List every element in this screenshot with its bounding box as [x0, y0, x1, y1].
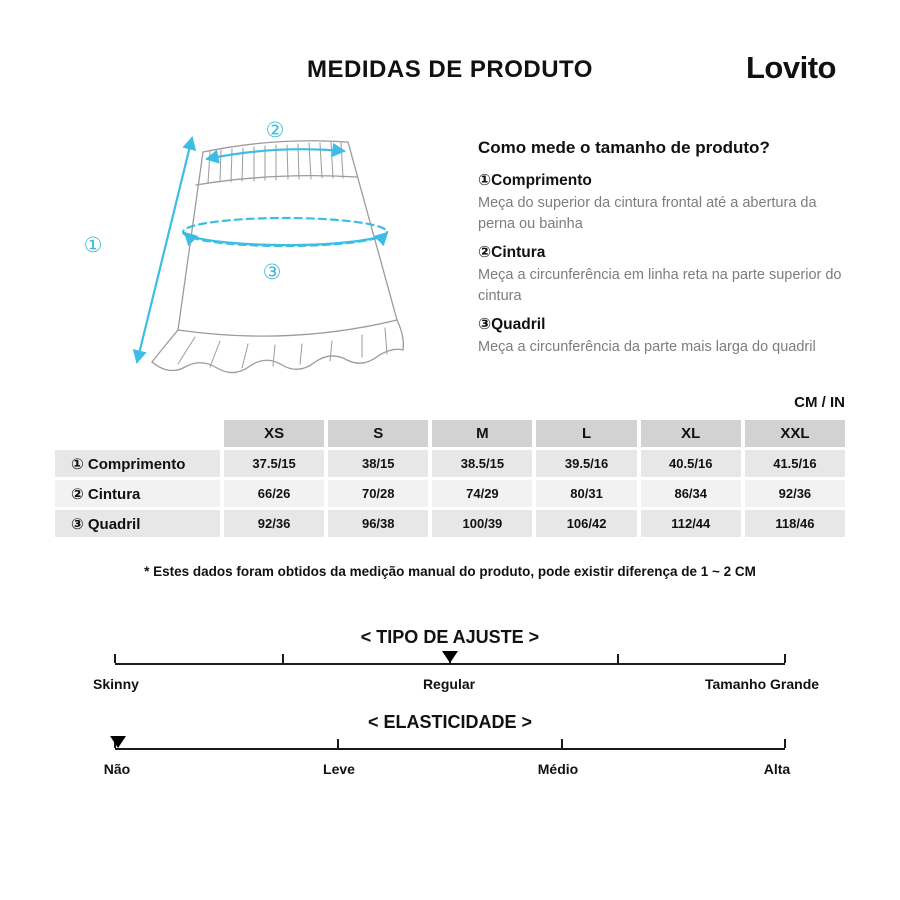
size-col-header: L	[536, 420, 636, 447]
units-label: CM / IN	[794, 394, 845, 411]
table-cell: 96/38	[328, 510, 428, 537]
elasticity-scale-marker	[110, 736, 126, 748]
measurement-disclaimer: * Estes dados foram obtidos da medição manual do produto, pode existir diferença de 1 ~ 2 CM	[144, 564, 756, 579]
fit-label-skinny: Skinny	[93, 676, 139, 692]
skirt-outline	[152, 141, 403, 373]
table-cell: 92/36	[745, 480, 845, 507]
table-cell: 118/46	[745, 510, 845, 537]
fit-label-large: Tamanho Grande	[704, 676, 820, 692]
guide-item-length-desc: Meça do superior da cintura frontal até a abertura da perna ou bainha	[478, 195, 817, 233]
guide-heading: Como mede o tamanho de produto?	[478, 138, 770, 157]
page-title: MEDIDAS DE PRODUTO	[307, 56, 593, 83]
guide-item-waist-desc: Meça a circunferência em linha reta na parte superior do cintura	[478, 266, 842, 305]
table-cell: 38.5/15	[432, 450, 532, 477]
fit-scale-tick	[114, 654, 116, 663]
size-table	[55, 420, 845, 537]
size-col-header: S	[328, 420, 428, 447]
row-label-waist: ② Cintura	[55, 480, 220, 507]
guide-item-hip-desc: Meça a circunferência da parte mais larga do quadril	[478, 338, 816, 355]
elasticity-label-medium: Médio	[537, 761, 579, 777]
guide-item-waist-label: ②Cintura	[478, 243, 546, 261]
row-label-hip: ③ Quadril	[55, 510, 220, 537]
table-cell: 38/15	[328, 450, 428, 477]
fit-scale-tick	[617, 654, 619, 663]
elasticity-scale-tick	[337, 739, 339, 748]
fit-scale-tick	[282, 654, 284, 663]
table-cell: 112/44	[641, 510, 741, 537]
table-cell: 39.5/16	[536, 450, 636, 477]
diagram-marker-3: ③	[262, 260, 282, 284]
diagram-marker-1: ①	[83, 233, 103, 257]
table-cell: 74/29	[432, 480, 532, 507]
table-cell: 40.5/16	[641, 450, 741, 477]
guide-item-length-label: ①Comprimento	[478, 172, 592, 189]
diagram-marker-2: ②	[265, 118, 285, 142]
fit-label-regular: Regular	[422, 676, 476, 692]
table-cell: 80/31	[536, 480, 636, 507]
fit-scale-title: < TIPO DE AJUSTE >	[360, 627, 540, 647]
elasticity-scale-tick	[784, 739, 786, 748]
size-table-corner-cell	[55, 420, 220, 447]
elasticity-label-high: Alta	[763, 761, 791, 777]
skirt-diagram	[70, 105, 430, 405]
fit-scale-tick	[784, 654, 786, 663]
elasticity-label-light: Leve	[323, 761, 355, 777]
table-cell: 37.5/15	[224, 450, 324, 477]
table-cell: 106/42	[536, 510, 636, 537]
table-cell: 70/28	[328, 480, 428, 507]
table-cell: 66/26	[224, 480, 324, 507]
fit-scale-marker	[442, 651, 458, 663]
row-label-length: ① Comprimento	[55, 450, 220, 477]
guide-item-hip-label: ③Quadril	[478, 315, 546, 333]
size-col-header: XXL	[745, 420, 845, 447]
table-cell: 41.5/16	[745, 450, 845, 477]
table-cell: 86/34	[641, 480, 741, 507]
elasticity-label-none: Não	[103, 761, 131, 777]
elasticity-scale-title: < ELASTICIDADE >	[367, 712, 533, 732]
size-col-header: XS	[224, 420, 324, 447]
table-cell: 100/39	[432, 510, 532, 537]
waistband-gathers	[208, 142, 343, 183]
table-cell: 92/36	[224, 510, 324, 537]
elasticity-scale-line	[115, 748, 785, 750]
length-measure-arrow	[137, 138, 192, 362]
fit-scale-line	[115, 663, 785, 665]
elasticity-scale-tick	[561, 739, 563, 748]
size-col-header: M	[432, 420, 532, 447]
measure-guide	[478, 138, 850, 358]
brand-logo: Lovito	[746, 50, 836, 85]
size-col-header: XL	[641, 420, 741, 447]
skirt-illustration	[70, 105, 430, 405]
